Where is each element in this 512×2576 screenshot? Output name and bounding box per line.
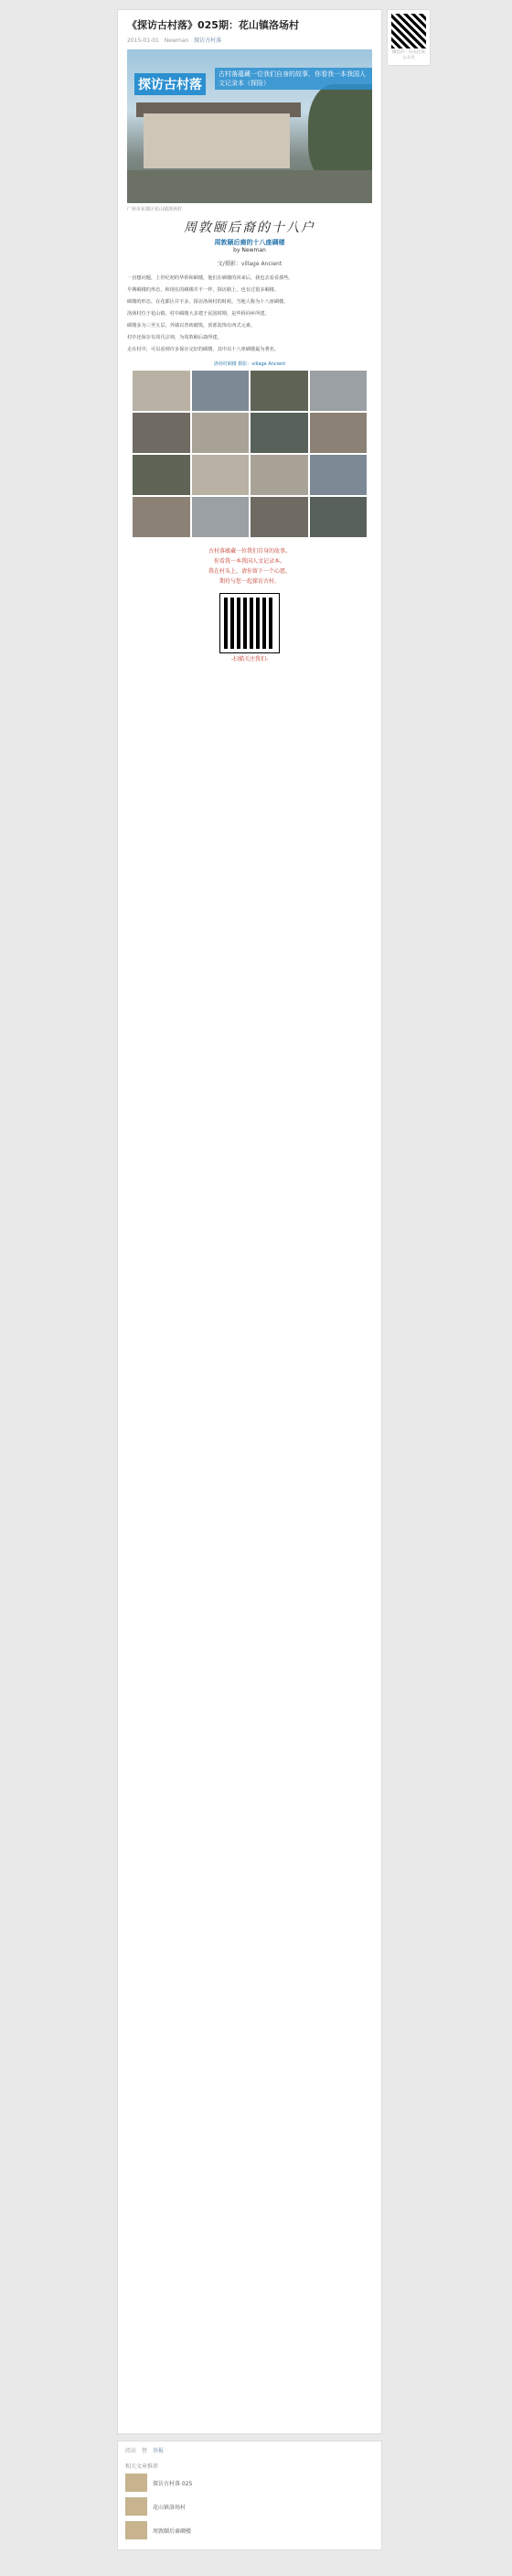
gallery-photo[interactable] (133, 497, 190, 537)
gallery-photo[interactable] (192, 455, 250, 495)
report-link[interactable]: 举报 (153, 2448, 165, 2454)
related-title: 周敦颐后裔碉楼 (153, 2527, 192, 2535)
banner-title: 探访古村落 (134, 73, 206, 95)
gallery-photo[interactable] (310, 371, 368, 411)
article-footer (117, 2441, 382, 2550)
paragraph: 碉楼多为三至五层，外墙以青砖砌筑，顶部装饰有西式元素。 (127, 323, 256, 329)
house-shape (144, 113, 290, 168)
promo-line: 我在村头上，请你留下一个心愿。 (208, 568, 291, 575)
gallery-caption: 洛场村碉楼 摄影：village Ancient (213, 361, 286, 367)
ground-shape (127, 170, 372, 203)
gallery-photo[interactable] (251, 413, 308, 453)
photo-gallery (133, 371, 367, 537)
qr-caption: -扫描关注我们- (230, 656, 269, 663)
like-button[interactable]: 赞 (142, 2448, 148, 2454)
article-title: 《探访古村落》025期：花山镇洛场村 (127, 19, 299, 31)
gallery-photo[interactable] (251, 497, 308, 537)
banner-subtitle: 古村落蕴藏一位我们自身的故事，你看我一本我国人文记录本（探险） (215, 68, 372, 90)
related-header: 相关文章推荐 (125, 2463, 159, 2470)
paragraph: 村中还保存有周氏宗祠，为周敦颐后裔所建。 (127, 335, 222, 340)
paragraph: 洛场村位于花山镇，村中碉楼大多建于民国时期，是华侨回乡所建。 (127, 311, 270, 317)
promo-line: 你看我一本我国人文记录本。 (213, 558, 285, 565)
footer-actions (125, 2446, 374, 2454)
gallery-photo[interactable] (310, 497, 368, 537)
gallery-photo[interactable] (133, 413, 190, 453)
gallery-photo[interactable] (192, 413, 250, 453)
read-count: 阅读 (125, 2448, 137, 2454)
related-thumbnail (125, 2474, 147, 2492)
related-thumbnail (125, 2497, 147, 2516)
gallery-photo[interactable] (133, 455, 190, 495)
gallery-photo[interactable] (133, 371, 190, 411)
promo-line: 古村落蕴藏一位我们自身的故事。 (208, 548, 291, 555)
article-body (127, 275, 372, 353)
gallery-photo[interactable] (310, 455, 368, 495)
related-item[interactable] (125, 2521, 374, 2539)
article-subtitle: 周敦颐后裔的十八座碉楼 (214, 239, 285, 246)
article-meta (127, 36, 372, 44)
qr-code-icon (220, 594, 279, 652)
gallery-photo[interactable] (192, 371, 250, 411)
account-link[interactable]: 探访古村落 (194, 38, 222, 44)
cover-image (127, 49, 372, 203)
paragraph: 走在村中，可以看到许多保存完好的碉楼，其中以十八座碉楼最为著名。 (127, 347, 280, 352)
promo-text (127, 546, 372, 587)
related-item[interactable] (125, 2497, 374, 2516)
paragraph: 碉楼的形态，在花都区并不多，探访洛场村的时候，当地人称为十八座碉楼。 (127, 299, 289, 305)
gallery-photo[interactable] (251, 371, 308, 411)
article-credit: 文/摄影：village Ancient (217, 261, 283, 267)
related-item[interactable] (125, 2474, 374, 2492)
paragraph: 早期碉楼的形态，和现在的碉楼并不一样，探访路上，也有过很多碉楼。 (127, 287, 280, 293)
promo-line: 期待与您一起探访古村。 (219, 578, 280, 585)
gallery-photo[interactable] (310, 413, 368, 453)
article (117, 9, 382, 2434)
sidebar-qr-panel (387, 9, 431, 66)
article-date: 2015-01-01 (127, 38, 159, 44)
related-title: 探访古村落 025 (153, 2480, 193, 2487)
gallery-photo[interactable] (251, 455, 308, 495)
calligraphy-title: 周敦颐后裔的十八户 (184, 221, 315, 235)
paragraph: 一直想问题，上世纪初的华侨和碉楼，他们在碉楼的回来后，我也去看看那些。 (127, 275, 293, 281)
related-thumbnail (125, 2521, 147, 2539)
related-title: 花山镇洛场村 (153, 2504, 187, 2511)
qr-code-icon (391, 14, 426, 49)
cover-caption: 广州市花都区花山镇洛场村 (127, 207, 183, 212)
article-author: Newman (164, 38, 189, 44)
qr-caption: 微信扫一扫关注该公众号 (392, 50, 425, 60)
article-byline: by Newman (233, 247, 266, 253)
gallery-photo[interactable] (192, 497, 250, 537)
